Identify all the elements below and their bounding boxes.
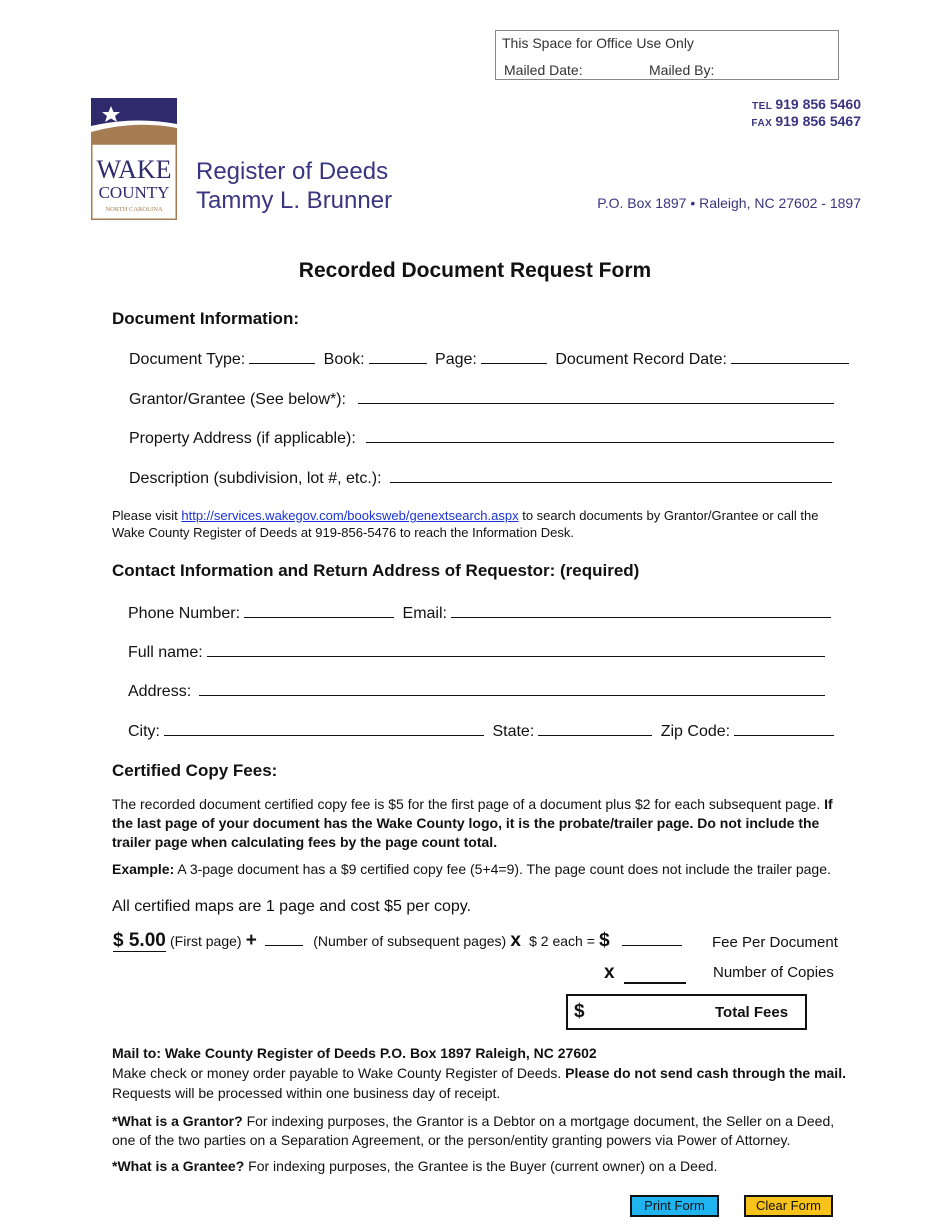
payment-instructions: Make check or money order payable to Wake County Register of Deeds.	[112, 1065, 566, 1081]
first-page-amount: $ 5.00	[113, 930, 166, 951]
clear-form-button[interactable]: Clear Form	[744, 1195, 833, 1217]
page-title: Recorded Document Request Form	[298, 259, 652, 282]
book-label: Book:	[323, 351, 365, 368]
plus-sign: +	[245, 930, 257, 951]
dollar-sign: $	[599, 930, 610, 951]
grantor-answer: For indexing purposes, the Grantor is a Debtor on a mortgage document, the Seller on a Deed, one of the two parties on a Separation Agreement, or the person/entity granting powers via Power of Attorney.	[112, 1113, 835, 1148]
fees-trailer-warning: If the last page of your document has the Wake County logo, it is the probate/trailer page. Do not include the trailer page when calculating fees by the page count total.	[112, 796, 833, 850]
tel-label: TEL	[751, 101, 773, 112]
fax	[751, 113, 861, 129]
copies-multiply-sign: x	[604, 962, 615, 983]
number-of-copies-input[interactable]	[624, 982, 686, 984]
total-fees-label: Total Fees	[715, 1004, 789, 1021]
processing-time: Requests will be processed within one business day of receipt.	[112, 1085, 501, 1101]
fees-text: The recorded document certified copy fee is $5 for the first page of a document plus $2 for each subsequent page.	[112, 796, 821, 812]
total-dollar-sign: $	[574, 1001, 585, 1022]
fees-heading: Certified Copy Fees:	[112, 761, 278, 780]
telephone	[752, 96, 861, 112]
address-input[interactable]	[199, 681, 825, 696]
page-label: Page:	[435, 351, 477, 368]
book-input[interactable]	[369, 349, 427, 364]
fee-calc-row	[113, 930, 686, 952]
wake-county-logo	[91, 98, 177, 220]
first-page-label: (First page)	[170, 933, 242, 949]
email-input[interactable]	[451, 603, 831, 618]
fee-per-document-input[interactable]	[622, 931, 682, 946]
grantee-answer: For indexing purposes, the Grantee is the Buyer (current owner) on a Deed.	[244, 1158, 718, 1174]
email-label: Email:	[402, 605, 447, 622]
grantee-definition	[112, 1157, 852, 1176]
city-state-zip-row	[128, 721, 838, 741]
full-name-label: Full name:	[128, 644, 203, 661]
fax-label: FAX	[751, 118, 773, 129]
fees-description	[112, 795, 852, 852]
total-fees-box[interactable]	[566, 994, 807, 1030]
property-input[interactable]	[366, 428, 834, 443]
grantor-question: *What is a Grantor?	[112, 1113, 243, 1129]
register-of-deeds-title: Register of Deeds	[196, 158, 389, 185]
logo-text-wake: WAKE	[96, 155, 172, 184]
address-label: Address:	[128, 683, 192, 700]
description-input[interactable]	[390, 468, 832, 483]
example-label: Example:	[112, 861, 175, 877]
grantor-definition	[112, 1112, 852, 1150]
mail-to: Mail to: Wake County Register of Deeds P.O. Box 1897 Raleigh, NC 27602	[112, 1045, 597, 1061]
mailed-date-label: Mailed Date:	[504, 62, 583, 78]
page-input[interactable]	[481, 349, 547, 364]
register-name: Tammy L. Brunner	[196, 187, 393, 214]
search-note	[112, 507, 842, 541]
zip-input[interactable]	[734, 721, 834, 736]
phone-label: Phone Number:	[128, 605, 241, 622]
multiply-sign: x	[510, 930, 521, 951]
grantor-row	[129, 389, 838, 409]
contact-info-heading: Contact Information and Return Address of Requestor: (required)	[112, 561, 640, 580]
doc-type-label: Document Type:	[129, 351, 246, 368]
record-date-input[interactable]	[731, 349, 849, 364]
zip-label: Zip Code:	[660, 723, 731, 740]
phone-email-row	[128, 603, 835, 623]
property-row	[129, 428, 838, 448]
document-info-heading: Document Information:	[112, 309, 299, 328]
mailed-by-label: Mailed By:	[649, 62, 715, 78]
doc-fields-row	[129, 349, 853, 369]
property-label: Property Address (if applicable):	[129, 430, 356, 447]
note-prefix: Please visit	[112, 508, 182, 523]
phone-input[interactable]	[244, 603, 394, 618]
city-label: City:	[128, 723, 160, 740]
note-suffix: to search documents by Grantor/Grantee or call the Wake County Register of Deeds at 919-856-5476 to reach the Information Desk.	[112, 508, 819, 540]
no-cash-warning: Please do not send cash through the mail.	[565, 1065, 846, 1081]
print-form-button[interactable]: Print Form	[630, 1195, 719, 1217]
mail-info	[112, 1043, 852, 1103]
per-page-rate: $ 2 each =	[529, 933, 595, 949]
grantee-question: *What is a Grantee?	[112, 1158, 245, 1174]
full-name-input[interactable]	[207, 642, 825, 657]
office-use-box	[495, 30, 839, 80]
maps-note: All certified maps are 1 page and cost $5 per copy.	[112, 898, 472, 915]
city-input[interactable]	[164, 721, 484, 736]
logo-text-county: COUNTY	[98, 183, 170, 202]
number-of-copies-label: Number of Copies	[713, 964, 834, 981]
fees-example	[112, 860, 852, 879]
grantor-input[interactable]	[358, 389, 834, 404]
full-name-row	[128, 642, 829, 662]
office-use-title: This Space for Office Use Only	[502, 35, 694, 51]
subsequent-pages-label: (Number of subsequent pages)	[313, 933, 507, 949]
doc-type-input[interactable]	[249, 349, 315, 364]
logo-text-state: NORTH CAROLINA	[105, 206, 163, 213]
search-link[interactable]: http://services.wakegov.com/booksweb/genextsearch.aspx	[181, 508, 519, 523]
fax-number: 919 856 5467	[775, 113, 861, 129]
fee-per-document-label: Fee Per Document	[712, 934, 838, 951]
record-date-label: Document Record Date:	[555, 351, 727, 368]
mailing-address: P.O. Box 1897 • Raleigh, NC 27602 - 1897	[597, 195, 861, 211]
grantor-label: Grantor/Grantee (See below*):	[129, 391, 346, 408]
state-input[interactable]	[538, 721, 652, 736]
description-label: Description (subdivision, lot #, etc.):	[129, 470, 382, 487]
subsequent-pages-input[interactable]	[265, 931, 303, 946]
tel-number: 919 856 5460	[775, 96, 861, 112]
example-text: A 3-page document has a $9 certified copy fee (5+4=9). The page count does not include the trailer page.	[174, 861, 831, 877]
address-row	[128, 681, 829, 701]
description-row	[129, 468, 836, 488]
state-label: State:	[492, 723, 535, 740]
